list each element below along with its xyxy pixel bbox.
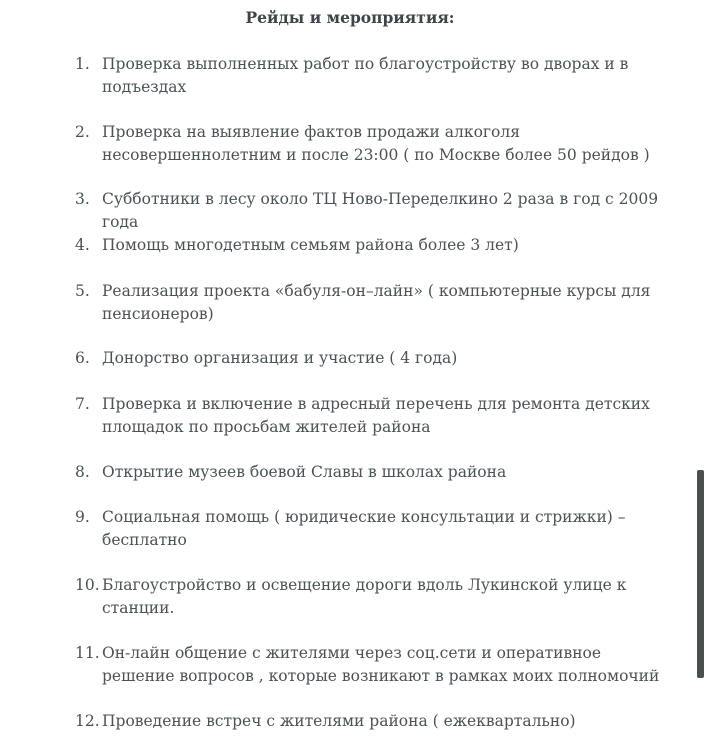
list-item-text: Открытие музеев боевой Славы в школах района [102,463,507,481]
list-item-text: Помощь многодетным семьям района более 3 лет) [102,236,519,254]
list-item-number: 12. [75,712,100,730]
list-item-text: Субботники в лесу около ТЦ Ново-Переделкино 2 раза в год с 2009 года [102,190,659,231]
list-item-text: Социальная помощь ( юридические консультации и стрижки) – бесплатно [102,508,626,549]
vertical-scrollbar-thumb[interactable] [697,470,704,678]
list-item [75,53,665,98]
list-item-number: 4. [75,236,90,254]
list-item-text: Реализация проекта «бабуля-он–лайн» ( компьютерные курсы для пенсионеров) [102,282,651,323]
list-item [75,393,665,438]
list-item [75,461,665,484]
list-item-number: 11. [75,644,100,662]
list-item [75,234,665,257]
list-item-number: 8. [75,463,90,481]
list-item [75,280,665,325]
list-item-number: 2. [75,123,90,141]
list-item-text: Проверка выполненных работ по благоустройству во дворах и в подъездах [102,55,629,96]
list-item-number: 10. [75,576,100,594]
list-item [75,121,665,166]
section-heading: Рейды и мероприятия: [245,8,455,27]
list-item-number: 6. [75,349,90,367]
list-item [75,506,665,551]
list-item-text: Благоустройство и освещение дороги вдоль Лукинской улице к станции. [102,576,627,617]
list-item-number: 7. [75,395,90,413]
list-item [75,574,665,619]
list-item-text: Проверка и включение в адресный перечень для ремонта детских площадок по просьбам жителей района [102,395,650,436]
list-item [75,642,665,687]
list-item-text: Донорство организация и участие ( 4 года) [102,349,458,367]
list-item-number: 1. [75,55,90,73]
list-item-text: Проверка на выявление фактов продажи алкоголя несовершеннолетним и после 23:00 ( по Москве более 50 рейдов ) [102,123,650,164]
list-item-text: Проведение встреч с жителями района ( ежеквартально) [102,712,576,730]
list-item [75,347,665,370]
list-item-text: Он-лайн общение с жителями через соц.сети и оперативное решение вопросов , которые возникают в рамках моих полномочий [102,644,660,685]
list-item [75,188,675,233]
list-item-number: 9. [75,508,90,526]
list-item-number: 5. [75,282,90,300]
list-item-number: 3. [75,190,90,208]
list-item [75,710,665,733]
